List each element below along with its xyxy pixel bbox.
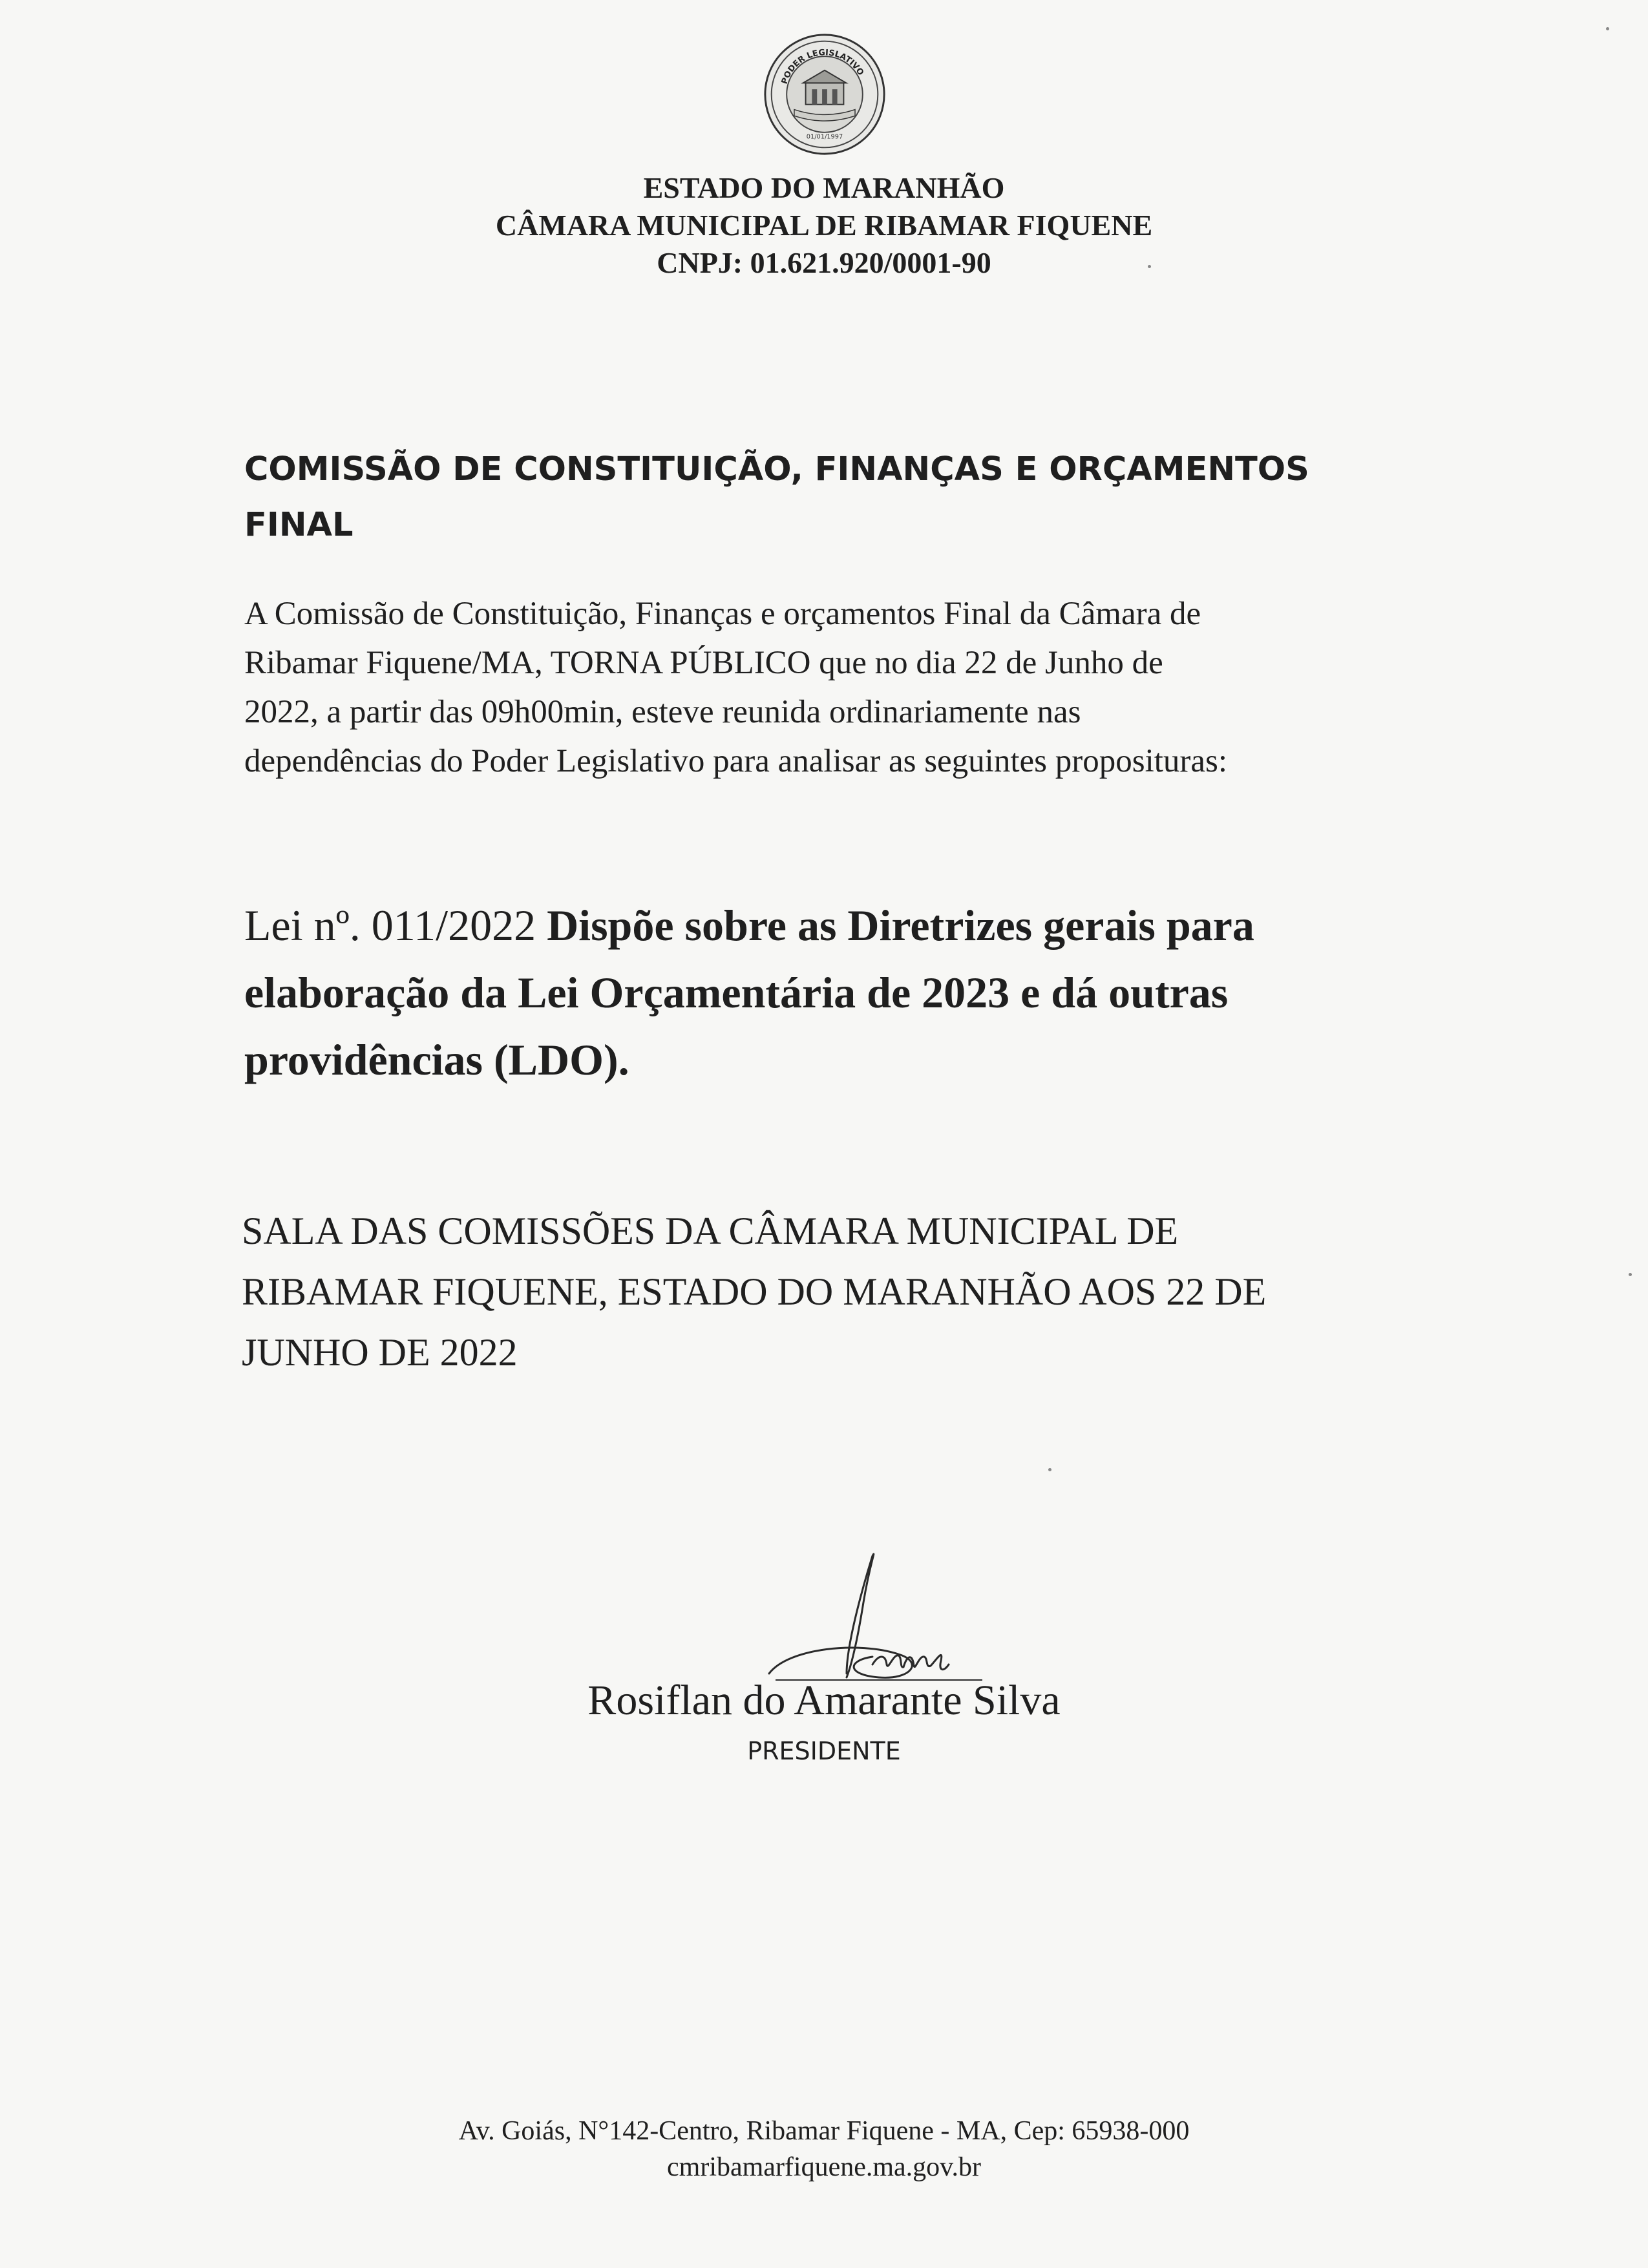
commission-title-line-1: COMISSÃO DE CONSTITUIÇÃO, FINANÇAS E ORÇAMENTOS [244,450,1309,488]
state-name: ESTADO DO MARANHÃO [643,171,1005,204]
footer-address: Av. Goiás, N°142-Centro, Ribamar Fiquene - MA, Cep: 65938-000 [458,2116,1190,2146]
intro-line-3: 2022, a partir das 09h00min, esteve reunida ordinariamente nas [244,694,1081,730]
closing-statement [242,1201,1431,1383]
law-description-line-2: elaboração da Lei Orçamentária de 2023 e dá outras [244,968,1229,1017]
law-number: Lei nº. 011/2022 [244,901,536,950]
commission-title-line-2: FINAL [244,506,354,544]
law-item [244,892,1421,1093]
legislative-seal-logo [761,31,888,158]
chamber-name: CÂMARA MUNICIPAL DE RIBAMAR FIQUENE [495,209,1153,242]
document-header [0,169,1648,282]
law-description-line-3: providências (LDO). [244,1035,629,1084]
svg-text:PODER LEGISLATIVO: PODER LEGISLATIVO [779,48,866,86]
signatory-role: PRESIDENTE [747,1737,901,1765]
signatory-name: Rosiflan do Amarante Silva [587,1677,1061,1724]
intro-paragraph [244,589,1382,786]
law-description-line-1: Dispõe sobre as Diretrizes gerais para [547,901,1254,950]
scan-speck [1629,1273,1632,1276]
svg-text:01/01/1997: 01/01/1997 [806,133,843,141]
intro-line-1: A Comissão de Constituição, Finanças e orçamentos Final da Câmara de [244,596,1201,632]
intro-line-2: Ribamar Fiquene/MA, TORNA PÚBLICO que no dia 22 de Junho de [244,645,1163,681]
document-footer [0,2113,1648,2185]
closing-line-3: JUNHO DE 2022 [242,1331,518,1374]
commission-title [244,442,1343,553]
closing-line-1: SALA DAS COMISSÕES DA CÂMARA MUNICIPAL DE [242,1210,1179,1252]
footer-website: cmribamarfiquene.ma.gov.br [667,2152,981,2182]
cnpj-number: CNPJ: 01.621.920/0001-90 [657,246,991,279]
scan-speck [1048,1468,1051,1471]
intro-line-4: dependências do Poder Legislativo para analisar as seguintes proposituras: [244,743,1228,779]
closing-line-2: RIBAMAR FIQUENE, ESTADO DO MARANHÃO AOS 22 DE [242,1270,1267,1313]
scan-speck [1148,265,1151,268]
scan-speck [1606,27,1609,30]
